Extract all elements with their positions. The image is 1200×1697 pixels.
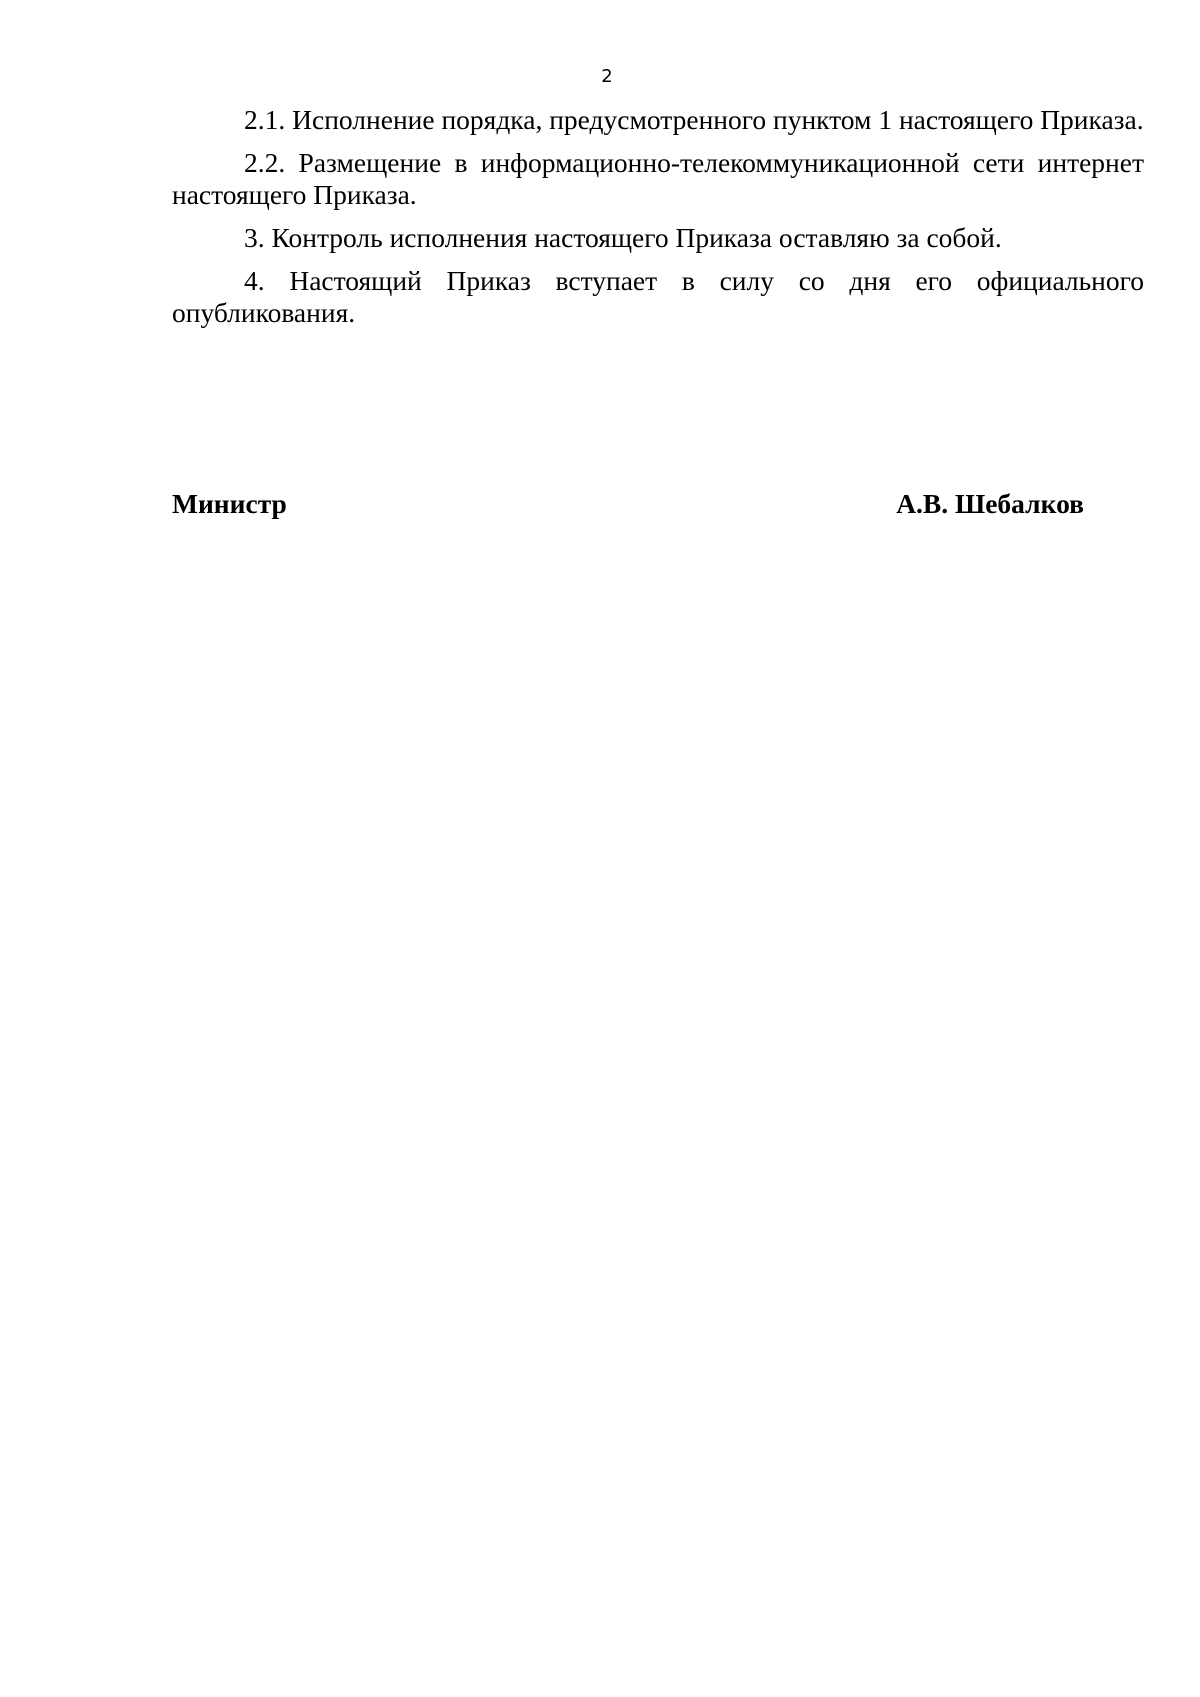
page-number: 2 (601, 66, 613, 87)
signatory-name: А.В. Шебалков (896, 488, 1084, 519)
paragraph-4: 4. Настоящий Приказ вступает в силу со дня его официального опубликования. (172, 265, 1144, 328)
document-body (172, 104, 1144, 340)
signatory-position: Министр (172, 488, 287, 519)
paragraph-2-1: 2.1. Исполнение порядка, предусмотренного пунктом 1 настоящего Приказа. (244, 104, 1144, 135)
paragraph-2-2: 2.2. Размещение в информационно-телекоммуникационной сети интернет настоящего Приказа. (172, 147, 1144, 210)
paragraph-3: 3. Контроль исполнения настоящего Приказа оставляю за собой. (244, 222, 1002, 253)
signature-block (172, 488, 1084, 520)
